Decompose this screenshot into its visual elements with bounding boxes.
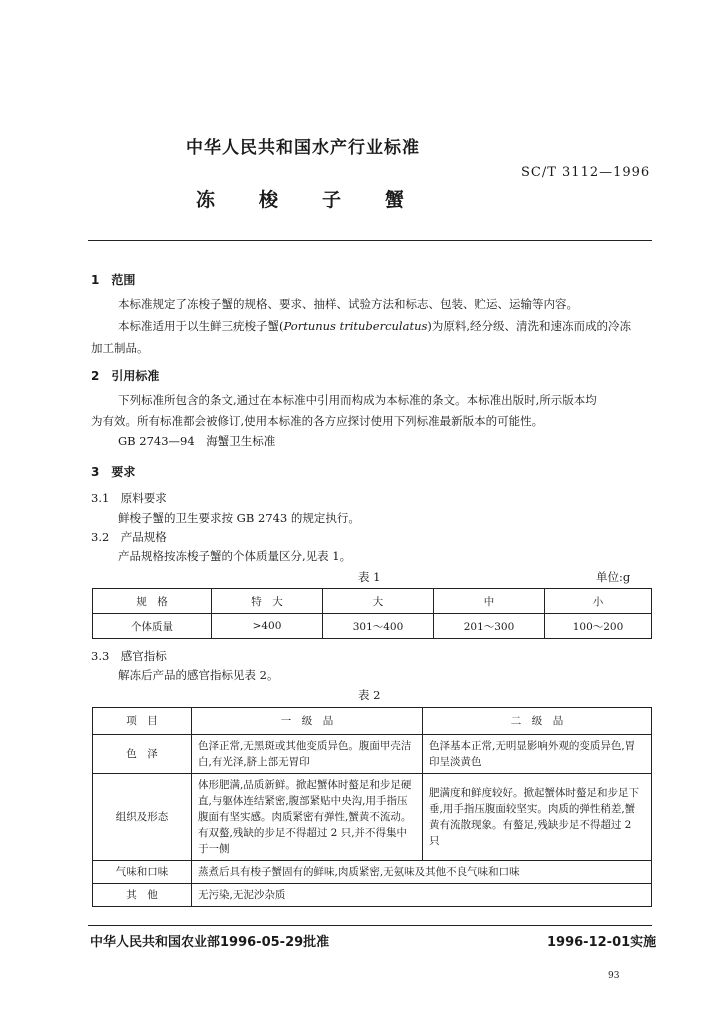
- section-3-3-heading: 3.3 感官指标: [91, 649, 167, 663]
- table-row: [93, 708, 652, 735]
- table-cell: 其 他: [93, 884, 192, 907]
- table-cell: 个体质量: [93, 614, 212, 639]
- table-row: [93, 614, 652, 639]
- table-cell: 肥满度和鲜度较好。掀起蟹体时螯足和步足下垂,用手指压腹面较坚实。肉质的弹性稍差,蟹黄有流散现象。有螯足,残缺步足不得超过 2 只: [423, 774, 652, 861]
- section-3-1-heading: 3.1 原料要求: [91, 491, 167, 505]
- section-2-para-1-cont: 为有效。所有标准都会被修订,使用本标准的各方应探讨使用下列标准最新版本的可能性。: [91, 414, 544, 428]
- table-1: [92, 588, 652, 639]
- table-cell: 蒸煮后具有梭子蟹固有的鲜味,肉质紧密,无氨味及其他不良气味和口味: [192, 861, 652, 884]
- table-cell: 201～300: [434, 614, 545, 639]
- table-cell: 100～200: [545, 614, 652, 639]
- table-2: [92, 707, 652, 907]
- standard-code: SC/T 3112—1996: [521, 165, 651, 180]
- table-header-cell: 二 级 品: [423, 708, 652, 735]
- table-cell: 体形肥满,品质新鲜。掀起蟹体时螯足和步足硬直,与躯体连结紧密,腹部紧贴中央沟,用手指压腹面有坚实感。肉质紧密有弹性,蟹黄不流动。有双螯,残缺的步足不得超过 2 只,并不得集中于一侧: [192, 774, 423, 861]
- table-cell: 色泽正常,无黑斑或其他变质异色。腹面甲壳洁白,有光泽,脐上部无胃印: [192, 735, 423, 774]
- table-header-cell: 小: [545, 589, 652, 614]
- table-cell: 色 泽: [93, 735, 192, 774]
- implementation-date: 1996-12-01实施: [547, 935, 657, 950]
- approval-line: 中华人民共和国农业部1996-05-29批准: [90, 935, 330, 950]
- table-header-cell: 特 大: [212, 589, 323, 614]
- table-row: [93, 589, 652, 614]
- section-1-para-2-cont: 加工制品。: [91, 341, 149, 355]
- section-3-2-text: 产品规格按冻梭子蟹的个体质量区分,见表 1。: [118, 549, 352, 563]
- title-char: 子: [322, 189, 342, 211]
- table-row: [93, 774, 652, 861]
- table-header-cell: 大: [323, 589, 434, 614]
- table-row: [93, 884, 652, 907]
- table-cell: >400: [212, 614, 323, 639]
- document-title: [196, 185, 448, 212]
- table-cell: 气味和口味: [93, 861, 192, 884]
- table-header-cell: 项 目: [93, 708, 192, 735]
- section-3-3-text: 解冻后产品的感官指标见表 2。: [118, 668, 279, 682]
- table-header-cell: 规 格: [93, 589, 212, 614]
- title-char: 冻: [196, 189, 216, 211]
- table-cell: 组织及形态: [93, 774, 192, 861]
- header-rule: [88, 240, 652, 241]
- title-char: 蟹: [385, 189, 405, 211]
- section-2-para-1: 下列标准所包含的条文,通过在本标准中引用而构成为本标准的条文。本标准出版时,所示版本均: [118, 393, 597, 407]
- section-3-heading: 3 要求: [91, 465, 136, 479]
- table-1-unit: 单位:g: [596, 570, 631, 584]
- section-1-para-1: 本标准规定了冻梭子蟹的规格、要求、抽样、试验方法和标志、包装、贮运、运输等内容。: [118, 297, 578, 311]
- org-title: 中华人民共和国水产行业标准: [186, 138, 420, 158]
- section-2-heading: 2 引用标准: [91, 369, 160, 383]
- page-number: 93: [608, 971, 620, 981]
- title-char: 梭: [259, 189, 279, 211]
- table-cell: 301～400: [323, 614, 434, 639]
- table-header-cell: 一 级 品: [192, 708, 423, 735]
- section-3-1-text: 鲜梭子蟹的卫生要求按 GB 2743 的规定执行。: [118, 511, 360, 525]
- reference-standard: GB 2743—94 海蟹卫生标准: [118, 434, 276, 448]
- table-row: [93, 861, 652, 884]
- table-2-caption: 表 2: [358, 688, 381, 702]
- table-row: [93, 735, 652, 774]
- section-1-para-2: 本标准适用于以生鲜三疣梭子蟹(Portunus trituberculatus)为原料,经分级、清洗和速冻而成的冷冻: [118, 319, 632, 333]
- footer-rule: [88, 925, 652, 926]
- table-cell: 无污染,无泥沙杂质: [192, 884, 652, 907]
- table-cell: 色泽基本正常,无明显影响外观的变质异色,胃印呈淡黄色: [423, 735, 652, 774]
- table-header-cell: 中: [434, 589, 545, 614]
- section-1-heading: 1 范围: [91, 273, 136, 287]
- table-1-caption: 表 1: [358, 570, 381, 584]
- section-3-2-heading: 3.2 产品规格: [91, 530, 167, 544]
